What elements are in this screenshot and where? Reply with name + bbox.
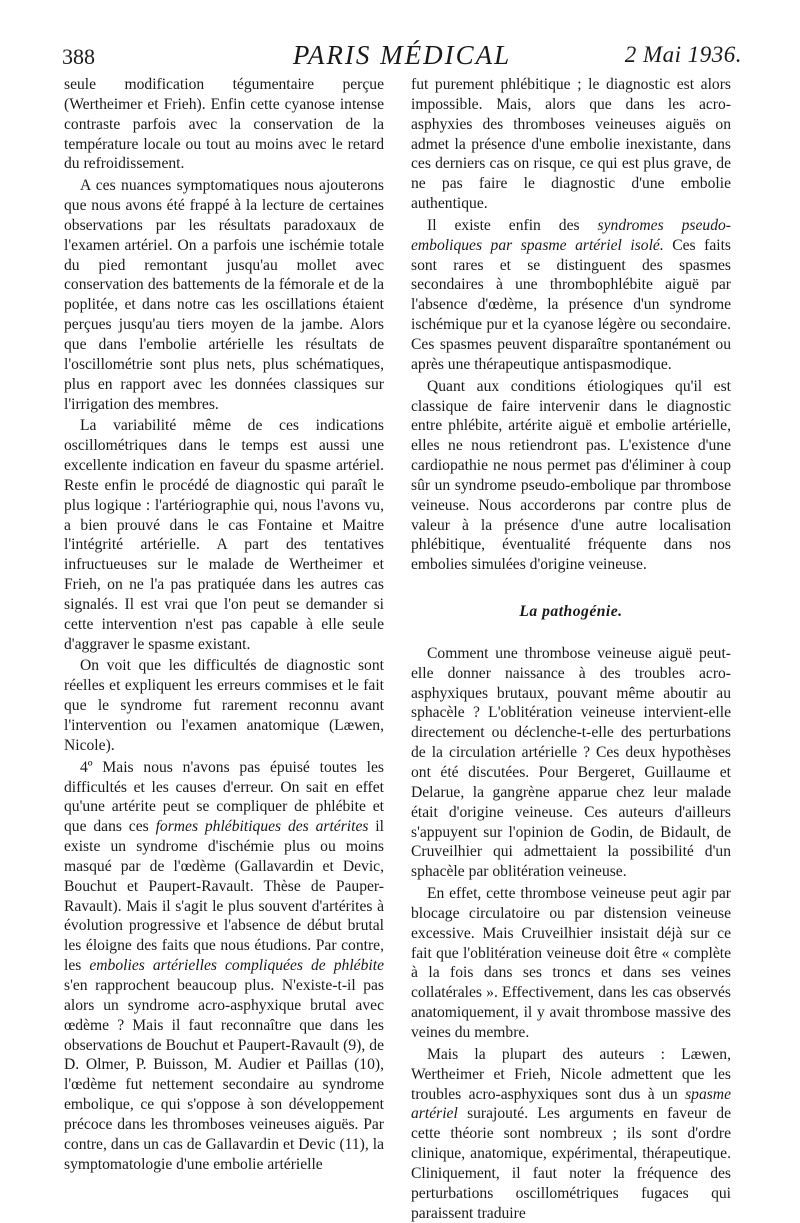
text-run: s'en rapprochent beaucoup plus. N'existe-t-il pas alors un syndrome acro-asphyxique brutal avec œdème ? Mais il faut reconnaître que dans les observations de Bouchut et Paupert-Ravault (9), de D. Olmer, P. Buisson, M. Audier et Paillas (10), l'œdème fut nettement secondaire au syndrome embolique, ce qui s'oppose à son développement précoce dans les thromboses veineuses aiguës. Par contre, dans un cas de Gallavardin et Devic (11), la symptomatologie d'une embolie artérielle — [64, 976, 384, 1173]
right-paragraph-1: fut purement phlébitique ; le diagnostic est alors impossible. Mais, alors que dans les acro-asphyxies des thromboses veineuses aiguës on admet la présence d'une embolie inexistante, dans ces derniers cas on risque, ce qui est plus grave, de ne pas faire le diagnostic d'une embolie authentique. — [411, 76, 731, 213]
section-heading — [411, 602, 731, 622]
page-header — [62, 38, 742, 72]
italic-term: syndromes pseudo-emboliques par spasme artériel isolé. — [411, 216, 731, 254]
italic-term: spasme artériel — [411, 1085, 731, 1123]
left-paragraph-1: seule modification tégumentaire perçue (Wertheimer et Frieh). Enfin cette cyanose intense contraste parfois avec la conservation de la température locale ou tout au moins avec le retard du refroidissement. — [64, 76, 384, 173]
right-paragraph-6 — [411, 1045, 731, 1223]
left-column — [64, 75, 384, 1174]
right-paragraph-3: Quant aux conditions étiologiques qu'il est classique de faire intervenir dans le diagnostic entre phlébite, artérite aiguë et embolie artérielle, elles ne nous retiendront pas. L'existence d'une cardiopathie ne nous permet pas d'éliminer à coup sûr un syndrome pseudo-embolique par thrombose veineuse. Nous accorderons par contre plus de valeur à la présence d'une autre localisation phlébitique, éventualité fréquente dans nos embolies simulées d'origine veineuse. — [411, 377, 731, 574]
left-paragraph-5 — [64, 758, 384, 1175]
italic-term: embolies artérielles compliquées de phlébite — [89, 957, 384, 975]
text-run: 4º Mais nous n'avons pas épuisé toutes les difficultés et les causes d'erreur. On sait en effet qu'une artérite peut se compliquer de phlébite et que dans ces — [64, 758, 384, 836]
page-number: 388 — [62, 44, 95, 69]
right-paragraph-2 — [411, 216, 731, 375]
italic-term: formes phlébitiques des artérites — [155, 818, 369, 836]
section-heading-word: pathogénie. — [537, 603, 623, 621]
text-run: Il existe enfin des — [427, 216, 598, 234]
left-paragraph-4: On voit que les difficultés de diagnostic sont réelles et expliquent les erreurs commises et le fait que le syndrome fut rarement reconnu avant l'intervention ou l'examen anatomique (Læwen, Nicole). — [64, 657, 384, 754]
left-paragraph-3: La variabilité même de ces indications oscillométriques dans le temps est aussi une excellente indication en faveur du spasme artériel. Reste enfin le procédé de diagnostic qui paraît le plus logique : l'artériographie qui, nous l'avons vu, a bien prouvé dans le cas Fontaine et Maitre l'intégrité artérielle. A part des tentatives infructueuses sur le malade de Wertheimer et Frieh, on ne l'a pas pratiquée dans les autres cas signalés. Il est vrai que l'on peut se demander si cette intervention n'est pas capable à elle seule d'aggraver le spasme existant. — [64, 417, 384, 653]
text-run: il existe un syndrome d'ischémie plus ou moins masqué par de l'œdème (Gallavardin et Devic, Bouchut et Paupert-Ravault. Thèse de Pauper-Ravault). Mais il s'agit le plus souvent d'artérites à évolution progressive et l'absence de début brutal les éloigne des faits que nous étudions. Par contre, les — [64, 818, 384, 975]
text-run: surajouté. Les arguments en faveur de cette théorie sont nombreux ; ils sont d'ordre clinique, anatomique, expérimental, thérapeutique. Cliniquement, il faut noter la fréquence des perturbations oscillométriques fugaces qui paraissent traduire — [411, 1105, 731, 1222]
right-column — [411, 75, 731, 1223]
journal-title: PARIS MÉDICAL — [292, 40, 512, 70]
section-heading-article: La — [519, 603, 538, 621]
text-run: Ces faits sont rares et se distinguent des spasmes secondaires à une thrombophlébite aiguë par l'absence d'œdème, la présence d'un syndrome ischémique pur et la cyanose légère ou secondaire. Ces spasmes peuvent disparaître spontanément ou après une thérapeutique antispasmodique. — [411, 236, 731, 373]
left-paragraph-2: A ces nuances symptomatiques nous ajouterons que nous avons été frappé à la lecture de certaines observations par les résultats paradoxaux de l'examen artériel. On a parfois une ischémie totale du pied remontant jusqu'au mollet avec conservation des battements de la fémorale et de la poplitée, et dans notre cas les oscillations étaient perçues jusqu'au tiers moyen de la jambe. Alors que dans l'embolie artérielle les résultats de l'oscillométrie sont plus nets, plus schématiques, plus en rapport avec les données classiques sur l'irrigation des membres. — [64, 177, 384, 413]
right-paragraph-4: Comment une thrombose veineuse aiguë peut-elle donner naissance à des troubles acro-asphyxiques brutaux, pouvant même aboutir au sphacèle ? L'oblitération veineuse intervient-elle directement ou déclenche-t-elle des perturbations de la circulation artérielle ? Ces deux hypothèses ont été discutées. Pour Bergeret, Guillaume et Delarue, la gangrène apparue chez leur malade était d'origine veineuse. Ces auteurs d'ailleurs s'appuyent sur l'opinion de Godin, de Bidault, de Cruveilhier qui admettaient la possibilité d'un sphacèle par oblitération veineuse. — [411, 644, 731, 881]
text-run: Mais la plupart des auteurs : Læwen, Wertheimer et Frieh, Nicole admettent que les troubles acro-asphyxiques sont dus à un — [411, 1045, 731, 1103]
issue-date: 2 Mai 1936. — [624, 42, 742, 67]
right-paragraph-5: En effet, cette thrombose veineuse peut agir par blocage circulatoire ou par distension veineuse excessive. Mais Cruveilhier insistait déjà sur ce fait que l'oblitération veineuse doit être « complète à la fois dans ses troncs et dans ses veines collatérales ». Effectivement, dans les cas observés anatomiquement, il y avait thrombose massive des veines du membre. — [411, 885, 731, 1041]
